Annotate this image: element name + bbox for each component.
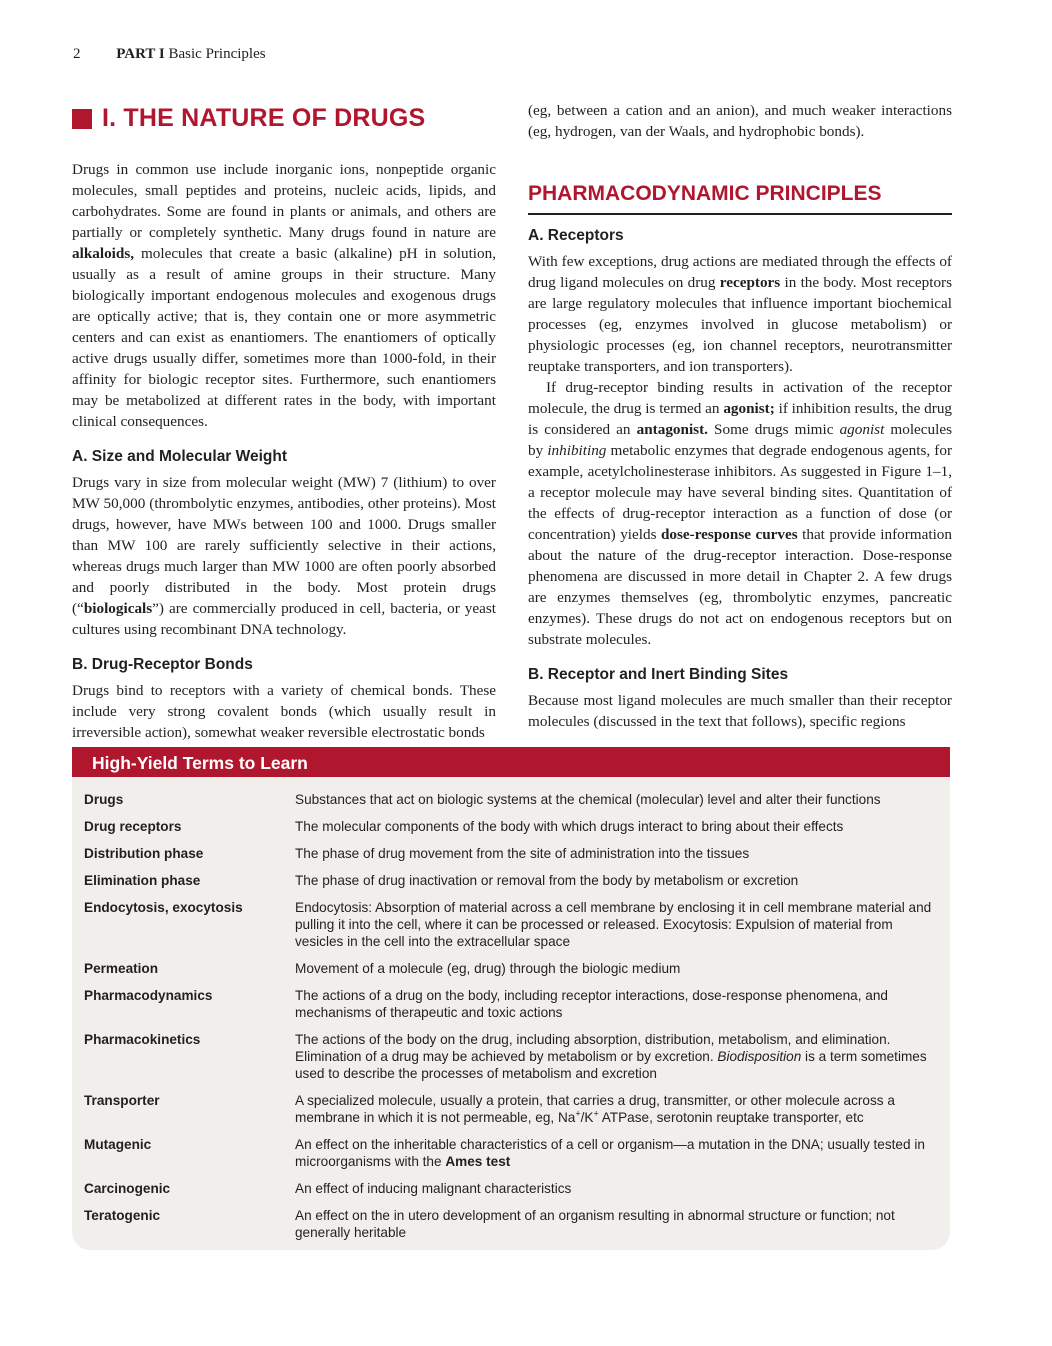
bold-term: agonist;	[723, 400, 775, 417]
term-name: Elimination phase	[84, 873, 201, 888]
section-title: I. THE NATURE OF DRUGS	[102, 104, 426, 132]
term-definition	[295, 1031, 935, 1082]
text-run: Some drugs mimic	[707, 421, 840, 438]
term-row	[84, 791, 950, 808]
text-run: The phase of drug inactivation or removal from the body by metabolism or excretion	[295, 873, 799, 888]
section-heading	[72, 104, 496, 133]
term-name: Mutagenic	[84, 1137, 152, 1152]
receptors-heading: A. Receptors	[528, 227, 624, 244]
square-bullet-icon	[72, 109, 92, 129]
term-name: Pharmacokinetics	[84, 1032, 201, 1047]
size-heading: A. Size and Molecular Weight	[72, 448, 288, 465]
text-run: The actions of the body on the drug, including absorption, distribution, metabolism, and elimination. Elimination of a drug may be achieved by metabolism or by excretion.	[295, 1032, 891, 1064]
text-run: (eg, between a cation and an anion), and much weaker interactions (eg, hydrogen, van der Waals, and hydrophobic bonds).	[528, 102, 952, 140]
page-number: 2	[73, 46, 81, 62]
high-yield-terms-box	[72, 747, 950, 1250]
bonds-paragraph	[72, 680, 496, 743]
left-column	[72, 100, 496, 743]
terms-list	[72, 777, 950, 1241]
text-run: is a term sometimes used to describe the processes of metabolism and excretion	[295, 1049, 927, 1081]
text-run: With few exceptions, drug actions are mediated through the effects of drug ligand molecules on drug	[528, 253, 952, 291]
text-run: Drugs vary in size from molecular weight (MW) 7 (lithium) to over MW 50,000 (thrombolytic enzymes, antibodies, other proteins). Most drugs, however, have MWs between 100 and 1000. Drugs smaller than MW 100 are rarely sufficiently selective in their actions, whereas drugs much larger than MW 1000 are often poorly absorbed and poorly distributed in the body. Most protein drugs (“	[72, 474, 496, 617]
italic-term: Biodisposition	[717, 1049, 802, 1064]
text-run: molecules by	[528, 421, 953, 459]
term-name: Permeation	[84, 961, 159, 976]
term-row	[84, 845, 950, 862]
inert-sites-heading: B. Receptor and Inert Binding Sites	[528, 666, 789, 683]
term-definition	[295, 818, 935, 835]
running-head	[73, 46, 266, 63]
text-run: The molecular components of the body with which drugs interact to bring about their effects	[295, 819, 844, 834]
italic-term: agonist	[839, 421, 885, 438]
text-run: that provide information about the nature of the drug-receptor interaction. Dose-response phenomena are discussed in more detail in Chapter 2. A few drugs are enzymes themselves (eg, thrombolytic enzymes, pancreatic enzymes). These drugs do not act on endogenous receptors but on substrate molecules.	[528, 526, 952, 648]
bold-term: receptors	[719, 274, 781, 291]
text-run: The phase of drug movement from the site of administration into the tissues	[295, 846, 750, 861]
term-name: Pharmacodynamics	[84, 988, 213, 1003]
term-name: Drug receptors	[84, 819, 182, 834]
part-label: PART I	[116, 46, 165, 62]
bold-term: alkaloids,	[72, 245, 135, 262]
term-name: Carcinogenic	[84, 1181, 171, 1196]
term-definition	[295, 960, 935, 977]
bold-term: dose-response curves	[660, 526, 798, 543]
text-run: The actions of a drug on the body, including receptor interactions, dose-response phenomena, and mechanisms of therapeutic and toxic actions	[295, 988, 888, 1020]
text-run: if inhibition results, the drug is considered an	[528, 400, 953, 438]
term-definition	[295, 1207, 935, 1241]
text-run: /K	[580, 1110, 594, 1125]
size-paragraph	[72, 472, 496, 640]
text-run: Endocytosis: Absorption of material across a cell membrane by enclosing it in cell membrane material and pulling it into the cell, where it can be processed or released. Exocytosis: Expulsion of material from vesicles in the cell into the extracellular space	[295, 900, 932, 949]
term-definition	[295, 899, 935, 950]
part-title: Basic Principles	[168, 46, 266, 62]
term-row	[84, 1031, 950, 1082]
text-run: Because most ligand molecules are much smaller than their receptor molecules (discussed in the text that follows), specific regions	[528, 692, 952, 730]
right-column	[528, 100, 952, 732]
term-row	[84, 1136, 950, 1170]
italic-term: inhibiting	[547, 442, 607, 459]
term-definition	[295, 791, 935, 808]
term-row	[84, 899, 950, 950]
term-name: Endocytosis, exocytosis	[84, 900, 243, 915]
bold-term: Ames test	[445, 1154, 511, 1169]
intro-paragraph	[72, 159, 496, 432]
term-row	[84, 1207, 950, 1241]
text-run: Movement of a molecule (eg, drug) through the biologic medium	[295, 961, 681, 976]
receptors-paragraph-1	[528, 251, 952, 377]
term-definition	[295, 987, 935, 1021]
superscript: +	[593, 1108, 599, 1119]
bold-term: biologicals	[83, 600, 153, 617]
text-run: Drugs bind to receptors with a variety of chemical bonds. These include very strong covalent bonds (which usually result in irreversible action), somewhat weaker reversible electrostatic bonds	[72, 682, 496, 741]
term-row	[84, 960, 950, 977]
term-row	[84, 818, 950, 835]
receptors-paragraph-2	[528, 377, 952, 650]
text-run: An effect on the in utero development of an organism resulting in abnormal structure or function; not generally heritable	[295, 1208, 895, 1240]
text-run: Drugs in common use include inorganic ions, nonpeptide organic molecules, small peptides and proteins, nucleic acids, lipids, and carbohydrates. Some are found in plants or animals, and others are partially or completely synthetic. Many drugs found in nature are	[72, 161, 496, 241]
term-name: Drugs	[84, 792, 124, 807]
text-run: metabolic enzymes that degrade endogenous agents, for example, acetylcholinesterase inhibitors. As suggested in Figure 1–1, a receptor molecule may have several binding sites. Quantitation of the effects of drug-receptor interaction as a function of dose (or concentration) yields	[528, 442, 953, 543]
text-run: An effect of inducing malignant characteristics	[295, 1181, 572, 1196]
term-row	[84, 1180, 950, 1197]
term-row	[84, 1092, 950, 1126]
term-definition	[295, 1180, 935, 1197]
superscript: +	[575, 1108, 581, 1119]
bonds-heading: B. Drug-Receptor Bonds	[72, 656, 253, 673]
text-run: An effect on the inheritable characteristics of a cell or organism—a mutation in the DNA; usually tested in microorganisms with the	[295, 1137, 925, 1169]
inert-sites-paragraph	[528, 690, 952, 732]
term-definition	[295, 845, 935, 862]
term-name: Teratogenic	[84, 1208, 161, 1223]
text-run: molecules that create a basic (alkaline) pH in solution, usually as a result of amine groups in their structure. Many biologically important endogenous molecules and exogenous drugs are optically active; that is, they contain one or more asymmetric centers and can exist as enantiomers. The enantiomers of optically active drugs usually differ, sometimes more than 1000-fold, in their affinity for biologic receptor sites. Furthermore, such enantiomers may be metabolized at different rates in the body, with important clinical consequences.	[72, 245, 496, 430]
text-run: If drug-receptor binding results in activation of the receptor molecule, the drug is termed an	[528, 379, 952, 417]
text-run: ATPase, serotonin reuptake transporter, etc	[598, 1110, 864, 1125]
term-definition	[295, 1092, 935, 1126]
term-name: Distribution phase	[84, 846, 204, 861]
text-run: Substances that act on biologic systems at the chemical (molecular) level and alter their functions	[295, 792, 881, 807]
term-name: Transporter	[84, 1093, 160, 1108]
text-run: A specialized molecule, usually a protein, that carries a drug, transmitter, or other molecule across a membrane in which it is not permeable, eg, Na	[295, 1093, 895, 1125]
terms-box-title: High-Yield Terms to Learn	[72, 747, 950, 777]
term-definition	[295, 1136, 935, 1170]
continued-paragraph	[528, 100, 952, 142]
bold-term: antagonist.	[636, 421, 708, 438]
term-definition	[295, 872, 935, 889]
text-run: in the body. Most receptors are large regulatory molecules that influence important biochemical processes (eg, enzymes involved in glucose metabolism) or physiologic processes (eg, ion channel receptors, neurotransmitter reuptake transporters, and ion transporters).	[528, 274, 953, 375]
pharmacodynamic-heading: PHARMACODYNAMIC PRINCIPLES	[528, 182, 952, 215]
text-run: ”) are commercially produced in cell, bacteria, or yeast cultures using recombinant DNA technology.	[72, 600, 496, 638]
term-row	[84, 872, 950, 889]
term-row	[84, 987, 950, 1021]
